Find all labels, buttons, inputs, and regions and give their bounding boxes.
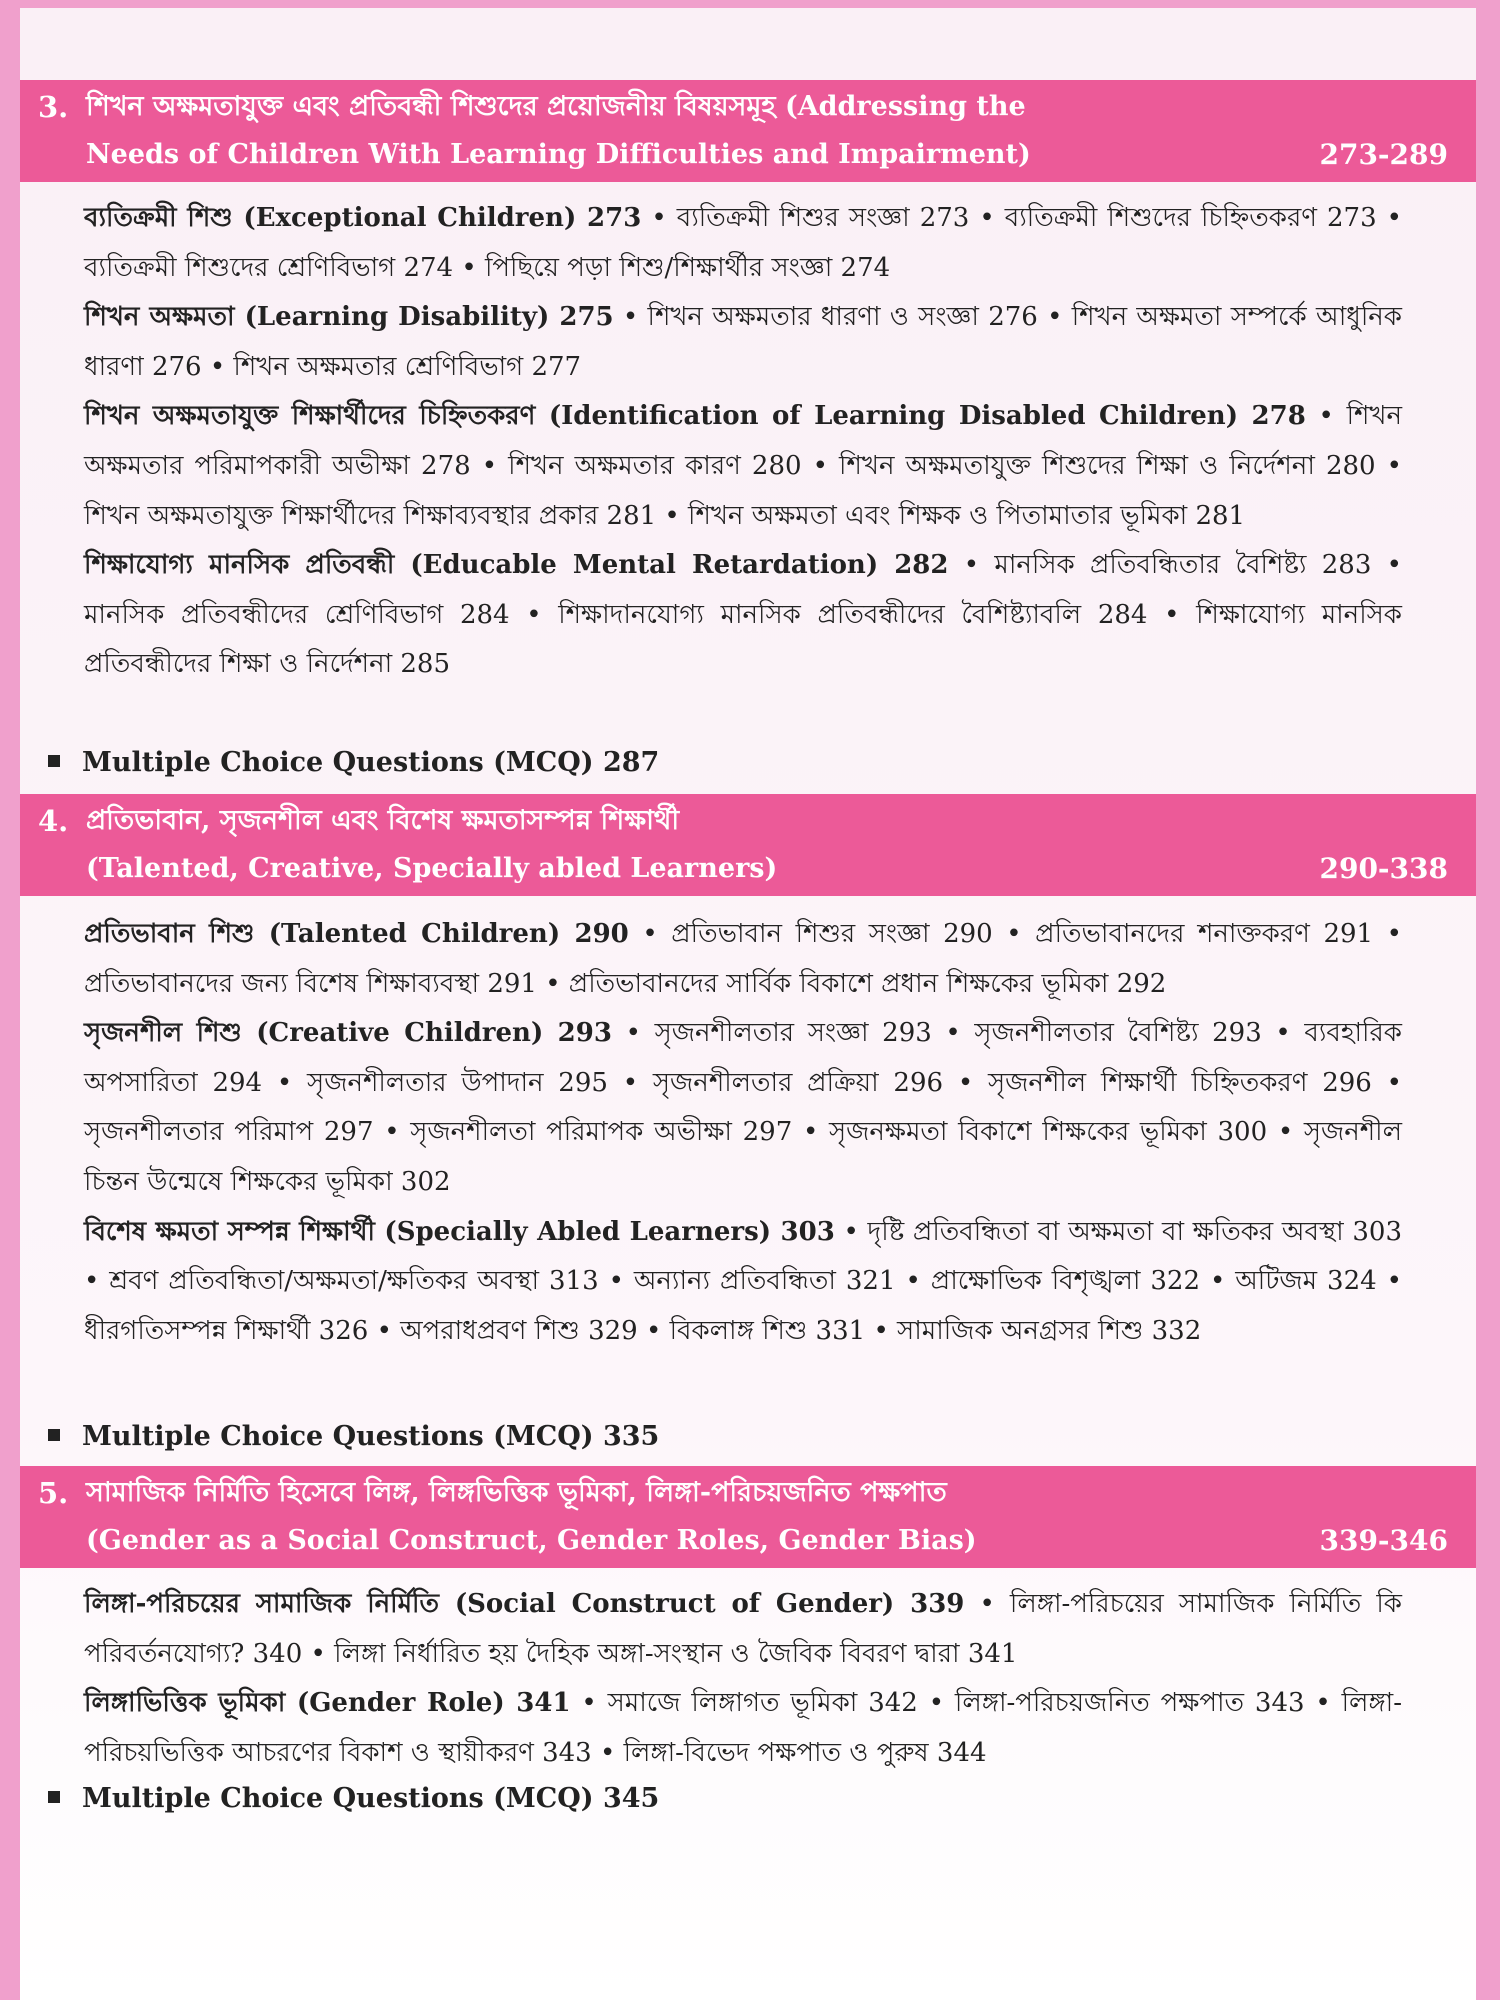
topic-subtopics: • শিখন অক্ষমতার পরিমাপকারী অভীক্ষা 278 • শিখন অক্ষমতার কারণ 280 • শিখন অক্ষমতাযুক্ত শিশুদের শিক্ষা ও নির্দেশনা 280 • শিখন অক্ষমতাযুক্ত শিক্ষার্থীদের শিক্ষাব্যবস্থার প্রকার 281 • শিখন অক্ষমতা এবং শিক্ষক ও পিতামাতার ভূমিকা 281 <box>84 401 1403 531</box>
section-number: 3. <box>38 90 69 124</box>
topic-heading: প্রতিভাবান শিশু (Talented Children) 290 <box>84 919 629 949</box>
section-body <box>84 910 1402 1356</box>
topic-paragraph <box>84 392 1402 541</box>
mcq-line <box>48 743 659 783</box>
topic-heading: বিশেষ ক্ষমতা সম্পন্ন শিক্ষার্থী (Specially Abled Learners) 303 <box>84 1216 835 1247</box>
topic-paragraph <box>84 1679 1402 1778</box>
square-bullet-icon <box>48 755 60 767</box>
topic-heading: ব্যতিক্রমী শিশু (Exceptional Children) 273 <box>84 203 642 233</box>
mcq-line <box>48 1779 659 1819</box>
page <box>20 8 1476 2000</box>
section-title-line1: শিখন অক্ষমতাযুক্ত এবং প্রতিবন্ধী শিশুদের প্রয়োজনীয় বিষয়সমূহ (Addressing the <box>86 91 1026 122</box>
topic-paragraph <box>84 194 1402 293</box>
topic-heading: শিক্ষাযোগ্য মানসিক প্রতিবন্ধী (Educable Mental Retardation) 282 <box>84 550 949 581</box>
topic-subtopics: • লিঙ্গা-পরিচয়ের সামাজিক নির্মিতি কি পরিবর্তনযোগ্য? 340 • লিঙ্গা নির্ধারিত হয় দৈহিক অঙ্গা-সংস্থান ও জৈবিক বিবরণ দ্বারা 341 <box>84 1589 1402 1669</box>
section-page-range: 273-289 <box>1319 138 1448 171</box>
mcq-label: Multiple Choice Questions (MCQ) 345 <box>82 1783 660 1814</box>
square-bullet-icon <box>48 1429 60 1441</box>
topic-paragraph <box>84 1208 1402 1357</box>
topic-subtopics: • দৃষ্টি প্রতিবন্ধিতা বা অক্ষমতা বা ক্ষতিকর অবস্থা 303 • শ্রবণ প্রতিবন্ধিতা/অক্ষমতা/ক্ষতিকর অবস্থা 313 • অন্যান্য প্রতিবন্ধিতা 321 • প্রাক্ষোভিক বিশৃঙ্খলা 322 • অটিজম 324 • ধীরগতিসম্পন্ন শিক্ষার্থী 326 • অপরাধপ্রবণ শিশু 329 • বিকলাঙ্গ শিশু 331 • সামাজিক অনগ্রসর শিশু 332 <box>84 1216 1402 1346</box>
section-title-line1: সামাজিক নির্মিতি হিসেবে লিঙ্গ, লিঙ্গভিত্তিক ভূমিকা, লিঙ্গা-পরিচয়জনিত পক্ষপাত <box>86 1477 947 1508</box>
topic-subtopics: • মানসিক প্রতিবন্ধিতার বৈশিষ্ট্য 283 • মানসিক প্রতিবন্ধীদের শ্রেণিবিভাগ 284 • শিক্ষাদানযোগ্য মানসিক প্রতিবন্ধীদের বৈশিষ্ট্যাবলি 284 • শিক্ষাযোগ্য মানসিক প্রতিবন্ধীদের শিক্ষা ও নির্দেশনা 285 <box>84 550 1403 680</box>
section-page-range: 339-346 <box>1319 1524 1448 1557</box>
topic-paragraph <box>84 910 1402 1009</box>
section-header <box>20 1466 1476 1568</box>
topic-paragraph <box>84 1580 1402 1679</box>
topic-subtopics: • সৃজনশীলতার সংজ্ঞা 293 • সৃজনশীলতার বৈশিষ্ট্য 293 • ব্যবহারিক অপসারিতা 294 • সৃজনশীলতার উপাদান 295 • সৃজনশীলতার প্রক্রিয়া 296 • সৃজনশীল শিক্ষার্থী চিহ্নিতকরণ 296 • সৃজনশীলতার পরিমাপ 297 • সৃজনশীলতা পরিমাপক অভীক্ষা 297 • সৃজনক্ষমতা বিকাশে শিক্ষকের ভূমিকা 300 • সৃজনশীল চিন্তন উন্মেষে শিক্ষকের ভূমিকা 302 <box>84 1018 1402 1197</box>
section-title-line2: (Talented, Creative, Specially abled Learners) <box>86 853 778 884</box>
topic-paragraph <box>84 1009 1402 1207</box>
mcq-line <box>48 1417 659 1457</box>
topic-heading: লিঙ্গা-পরিচয়ের সামাজিক নির্মিতি (Social Construct of Gender) 339 <box>84 1589 965 1619</box>
mcq-label: Multiple Choice Questions (MCQ) 335 <box>82 1421 660 1452</box>
section-page-range: 290-338 <box>1319 852 1448 885</box>
square-bullet-icon <box>48 1791 60 1803</box>
section-number: 5. <box>38 1476 69 1510</box>
topic-subtopics: • শিখন অক্ষমতার ধারণা ও সংজ্ঞা 276 • শিখন অক্ষমতা সম্পর্কে আধুনিক ধারণা 276 • শিখন অক্ষমতার শ্রেণিবিভাগ 277 <box>84 302 1402 382</box>
topic-paragraph <box>84 293 1402 392</box>
section-header <box>20 80 1476 182</box>
topic-subtopics: • ব্যতিক্রমী শিশুর সংজ্ঞা 273 • ব্যতিক্রমী শিশুদের চিহ্নিতকরণ 273 • ব্যতিক্রমী শিশুদের শ্রেণিবিভাগ 274 • পিছিয়ে পড়া শিশু/শিক্ষার্থীর সংজ্ঞা 274 <box>84 203 1402 283</box>
topic-paragraph <box>84 541 1402 690</box>
section-header <box>20 794 1476 896</box>
section-number: 4. <box>38 804 69 838</box>
section-title-line1: প্রতিভাবান, সৃজনশীল এবং বিশেষ ক্ষমতাসম্পন্ন শিক্ষার্থী <box>86 805 680 836</box>
section-body <box>84 194 1402 690</box>
topic-subtopics: • প্রতিভাবান শিশুর সংজ্ঞা 290 • প্রতিভাবানদের শনাক্তকরণ 291 • প্রতিভাবানদের জন্য বিশেষ শিক্ষাব্যবস্থা 291 • প্রতিভাবানদের সার্বিক বিকাশে প্রধান শিক্ষকের ভূমিকা 292 <box>84 919 1402 999</box>
mcq-label: Multiple Choice Questions (MCQ) 287 <box>82 747 660 778</box>
section-body <box>84 1580 1402 1778</box>
topic-heading: শিখন অক্ষমতা (Learning Disability) 275 <box>84 302 614 333</box>
topic-heading: সৃজনশীল শিশু (Creative Children) 293 <box>84 1018 612 1049</box>
section-title-line2: Needs of Children With Learning Difficulties and Impairment) <box>86 139 1031 170</box>
section-title-line2: (Gender as a Social Construct, Gender Roles, Gender Bias) <box>86 1525 977 1556</box>
topic-heading: লিঙ্গাভিত্তিক ভূমিকা (Gender Role) 341 <box>84 1688 571 1719</box>
topic-heading: শিখন অক্ষমতাযুক্ত শিক্ষার্থীদের চিহ্নিতকরণ (Identification of Learning Disabled Children) 278 <box>84 401 1306 432</box>
topic-subtopics: • সমাজে লিঙ্গাগত ভূমিকা 342 • লিঙ্গা-পরিচয়জনিত পক্ষপাত 343 • লিঙ্গা-পরিচয়ভিত্তিক আচরণের বিকাশ ও স্থায়ীকরণ 343 • লিঙ্গা-বিভেদ পক্ষপাত ও পুরুষ 344 <box>84 1688 1402 1768</box>
